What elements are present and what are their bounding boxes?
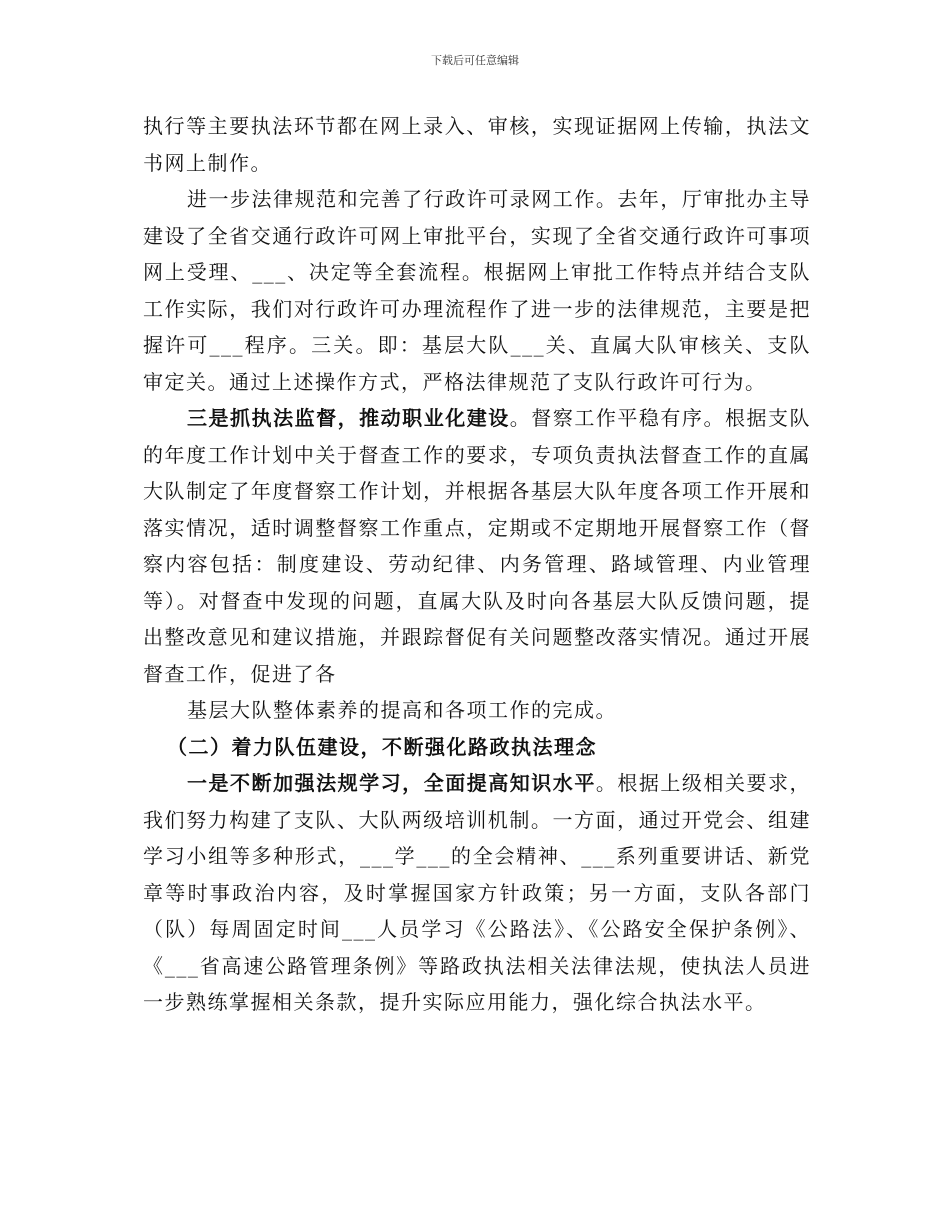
page-header: 下载后可任意编辑 bbox=[431, 54, 519, 67]
document-body bbox=[143, 108, 811, 1021]
paragraph-4: 基层大队整体素养的提高和各项工作的完成。 bbox=[187, 698, 617, 722]
paragraph-3 bbox=[143, 400, 811, 692]
paragraph-3-lead: 三是抓执法监督，推动职业化建设 bbox=[187, 406, 510, 430]
paragraph-6 bbox=[143, 765, 811, 1021]
paragraph-3-text: 。督察工作平稳有序。根据支队的年度工作计划中关于督查工作的要求，专项负责执法督查工作的直属大队制定了年度督察工作计划，并根据各基层大队年度各项工作开展和落实情况，适时调整督察工作重点，定期或不定期地开展督察工作（督察内容包括：制度建设、劳动纪律、内务管理、路域管理、内业管理等）。对督查中发现的问题，直属大队及时向各基层大队反馈问题，提出整改意见和建议措施，并跟踪督促有关问题整改落实情况。通过开展督查工作，促进了各 bbox=[143, 406, 812, 686]
paragraph-6-text: 。根据上级相关要求，我们努力构建了支队、大队两级培训机制。一方面，通过开党会、组建学习小组等多种形式，___学___的全会精神、___系列重要讲话、新党章等时事政治内容，及时掌握国家方针政策；另一方面，支队各部门（队）每周固定时间___人员学习《公路法》、《公路安全保护条例》、《___省高速公路管理条例》等路政执法相关法律法规，使执法人员进一步熟练掌握相关条款，提升实际应用能力，强化综合执法水平。 bbox=[143, 771, 812, 1014]
paragraph-2: 进一步法律规范和完善了行政许可录网工作。去年，厅审批办主导建设了全省交通行政许可网上审批平台，实现了全省交通行政许可事项网上受理、___、决定等全套流程。根据网上审批工作特点并结合支队工作实际，我们对行政许可办理流程作了进一步的法律规范，主要是把握许可___程序。三关。即：基层大队___关、直属大队审核关、支队审定关。通过上述操作方式，严格法律规范了支队行政许可行为。 bbox=[143, 187, 811, 394]
paragraph-1: 执行等主要执法环节都在网上录入、审核，实现证据网上传输，执法文书网上制作。 bbox=[143, 114, 811, 175]
paragraph-6-lead: 一是不断加强法规学习，全面提高知识水平 bbox=[187, 771, 596, 795]
section-heading: （二）着力队伍建设，不断强化路政执法理念 bbox=[167, 734, 597, 759]
